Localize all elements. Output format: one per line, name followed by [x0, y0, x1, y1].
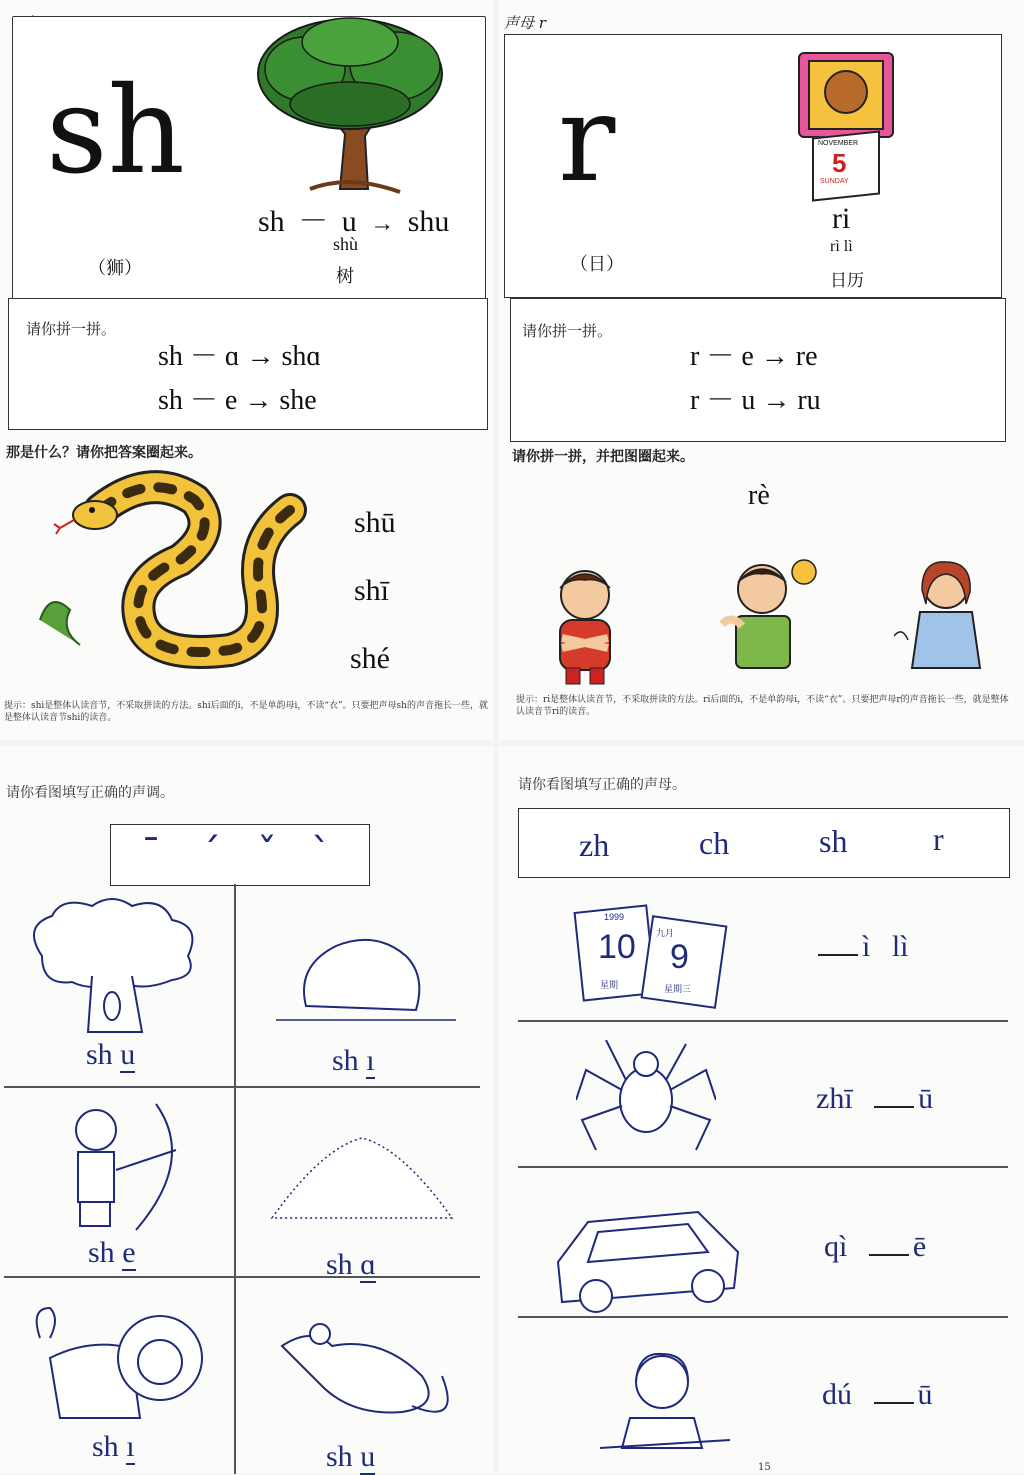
practice-line-r1: r － e → re	[690, 341, 818, 372]
option-shi[interactable]: shī	[354, 574, 390, 607]
formula-dash: －	[298, 205, 329, 238]
hot-child-illustration[interactable]	[712, 544, 832, 674]
cell-3-syllable	[88, 1236, 136, 1270]
cell-4-syllable	[326, 1248, 376, 1282]
practice-label-sh: 请你拼一拼。	[26, 320, 117, 338]
tone-instruction: 请你看图填写正确的声调。	[6, 785, 174, 801]
word-char-shu: 树	[336, 266, 354, 286]
practice-line-r2: r － u → ru	[690, 385, 821, 416]
answer-row-3	[824, 1230, 926, 1264]
reading-girl-illustration	[590, 1348, 740, 1458]
row-divider-3	[518, 1316, 1008, 1318]
cell-2-syllable	[332, 1044, 375, 1078]
formula-initial: sh	[258, 205, 285, 238]
row-3-before: qì	[824, 1230, 848, 1263]
option-shu[interactable]: shū	[354, 506, 396, 539]
cell-6-syllable	[326, 1440, 375, 1474]
cell-5-syllable	[92, 1430, 135, 1464]
tip-sh: 提示：shi是整体认读音节，不采取拼读的方法。shi后面的i，不是单韵母i，不读“衣”。只要把声母sh的声音拖长一些，就是整体认读音节shi的读音。	[4, 701, 488, 723]
grid-vertical	[234, 884, 236, 1474]
row-4-blank[interactable]	[874, 1380, 914, 1404]
lion-illustration	[30, 1298, 220, 1428]
calendar2-week: 星期三	[664, 985, 692, 995]
page-number: 15	[758, 1462, 771, 1473]
car-illustration	[548, 1192, 742, 1316]
tone-choices-box	[110, 824, 370, 886]
row-2-blank[interactable]	[874, 1084, 914, 1108]
grid-row-2	[4, 1276, 480, 1278]
grid-row-1	[4, 1086, 480, 1088]
bear-calendar-illustration	[798, 52, 894, 198]
calendar-day: 5	[832, 148, 847, 178]
practice-line-2: sh － e → she	[158, 385, 317, 416]
answer-row-2	[816, 1082, 933, 1116]
row-2-after: ū	[918, 1082, 934, 1115]
sand-pile-illustration	[262, 1128, 462, 1228]
answer-row-1	[818, 930, 909, 964]
cell-3-initial: sh	[88, 1236, 115, 1269]
rock-illustration	[276, 926, 456, 1026]
mouse-illustration	[272, 1316, 462, 1436]
calendar1-day: 10	[598, 928, 636, 966]
cell-2-initial: sh	[332, 1044, 359, 1077]
question-sh: 那是什么？请你把答案圈起来。	[6, 445, 202, 461]
archer-boy-illustration	[56, 1100, 196, 1240]
top-right-header: 声母 r	[504, 14, 546, 32]
tone-4: ˋ	[311, 831, 331, 877]
calendar1-week: 星期	[600, 981, 619, 991]
cell-1-syllable	[86, 1038, 135, 1072]
letter-hint-r: （日）	[570, 254, 624, 274]
tree-illustration	[250, 14, 450, 194]
row-divider-1	[518, 1020, 1008, 1022]
row-2-before: zhī	[816, 1082, 853, 1115]
row-3-blank[interactable]	[869, 1232, 909, 1256]
cell-4-final[interactable]: ɑ	[360, 1248, 376, 1281]
calendar2-day: 9	[670, 938, 689, 976]
row-1-after1: ì	[862, 930, 871, 963]
cell-6-initial: sh	[326, 1440, 353, 1473]
word-char-rili: 日历	[830, 271, 864, 290]
initial-instruction: 请你看图填写正确的声母。	[518, 777, 686, 793]
formula-final: u	[341, 205, 357, 238]
calendar-weekday: SUNDAY	[820, 178, 849, 185]
row-divider-2	[518, 1166, 1008, 1168]
formula-result: shu	[407, 205, 450, 238]
answer-row-4	[822, 1378, 933, 1412]
letter-hint: （狮）	[88, 258, 142, 278]
cell-1-initial: sh	[86, 1038, 113, 1071]
stomachache-girl-illustration[interactable]	[894, 556, 994, 676]
snake-illustration	[30, 470, 310, 690]
cold-child-illustration[interactable]	[540, 560, 630, 690]
target-re: rè	[748, 480, 770, 511]
row-1-after2: lì	[891, 930, 909, 963]
row-1-blank[interactable]	[818, 932, 858, 956]
tone-2: ˊ	[201, 831, 221, 877]
question-r: 请你拼一拼，并把图圈起来。	[512, 449, 694, 465]
bear-face-icon	[824, 70, 868, 114]
option-she[interactable]: shé	[350, 642, 390, 675]
calendar2-month: 九月	[656, 929, 675, 939]
big-letter-r: r	[558, 70, 616, 209]
word-pinyin-shu: shù	[333, 234, 359, 254]
cell-3-final[interactable]: e	[122, 1236, 136, 1269]
choice-r: r	[933, 821, 944, 857]
tip-r: 提示：ri是整体认读音节，不采取拼读的方法。ri后面的i，不是单韵母i，不读“衣”。只要把声母r的声音拖长一些，就是整体认读音节ri的读音。	[516, 695, 1009, 717]
row-4-after: ū	[917, 1378, 933, 1411]
cell-6-final[interactable]: u	[360, 1440, 376, 1473]
cell-5-initial: sh	[92, 1430, 119, 1463]
choice-sh: sh	[819, 823, 848, 859]
initial-choices-box	[518, 808, 1010, 878]
calendar-month: NOVEMBER	[818, 140, 859, 147]
spider-illustration	[576, 1040, 716, 1160]
word-pinyin-rili: rì lì	[830, 238, 853, 255]
cell-4-initial: sh	[326, 1248, 353, 1281]
choice-zh: zh	[579, 827, 610, 863]
cell-5-final[interactable]: ı	[126, 1430, 135, 1463]
practice-line-1: sh － ɑ → shɑ	[158, 341, 322, 372]
row-3-after: ē	[912, 1230, 927, 1263]
tone-1: ˉ	[141, 831, 161, 877]
big-letter-sh: sh	[46, 62, 185, 201]
word-pinyin-ri: ri	[832, 202, 851, 235]
cell-1-final[interactable]: u	[120, 1038, 136, 1071]
choice-ch: ch	[699, 825, 730, 861]
cell-2-final[interactable]: ı	[366, 1044, 375, 1077]
formula-arrow: →	[370, 211, 395, 237]
tree-outline-illustration	[22, 896, 202, 1036]
desk-calendar-illustration	[578, 902, 728, 1002]
tone-3: ˇ	[257, 831, 277, 877]
row-4-before: dú	[822, 1378, 852, 1411]
practice-label-r: 请你拼一拼。	[522, 322, 613, 340]
calendar1-year: 1999	[604, 912, 625, 922]
